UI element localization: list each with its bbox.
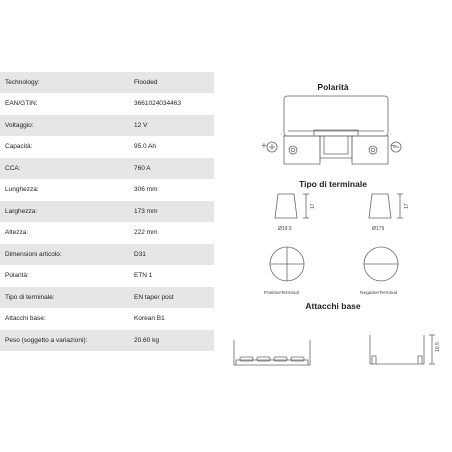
spec-label: Dimensioni articolo: [5, 250, 62, 258]
spec-row [0, 244, 214, 266]
spec-value: 12 V [134, 121, 148, 129]
polarity-title: Polarità [317, 82, 349, 92]
spec-value: ETN 1 [134, 272, 153, 280]
spec-label: EAN/GTIN: [5, 100, 38, 108]
polarity-diagram [267, 96, 401, 164]
spec-value: Korean B1 [134, 315, 165, 323]
spec-value: 3661024034463 [134, 100, 181, 108]
terminal-type-title: Tipo di terminale [299, 179, 367, 189]
spec-label: Voltaggio: [5, 121, 34, 129]
positive-terminal-top [270, 247, 304, 281]
spec-row [0, 158, 214, 180]
terminal-left-height: 17 [310, 203, 316, 209]
spec-row [0, 266, 214, 288]
spec-row [0, 287, 214, 309]
spec-label: CCA: [5, 164, 21, 172]
spec-label: Peso (soggetto a variazioni): [5, 336, 88, 344]
terminal-right-diameter: Ø179 [372, 226, 385, 232]
spec-value: 95.0 Ah [134, 143, 157, 151]
spec-row [0, 115, 214, 137]
spec-value: EN taper post [134, 293, 174, 301]
base-front-view [234, 340, 310, 365]
diagram-drawings [214, 0, 452, 452]
spec-row [0, 309, 214, 331]
terminal-right-profile [369, 194, 403, 218]
base-attachment-title: Attacchi base [305, 301, 361, 311]
terminal-left-diameter: Ø19.5 [278, 226, 292, 232]
spec-row [0, 330, 214, 352]
spec-row [0, 94, 214, 116]
minus-sign: − [391, 141, 397, 152]
spec-value: D31 [134, 250, 146, 258]
spec-row [0, 137, 214, 159]
diagrams-panel [214, 0, 452, 452]
terminal-right-height: 17 [404, 203, 410, 209]
spec-row [0, 201, 214, 223]
spec-value: 222 mm [134, 229, 158, 237]
spec-value: Flooded [134, 78, 158, 86]
negative-terminal-label: NegativeTerminal [360, 291, 398, 296]
terminal-left-profile [275, 194, 309, 218]
positive-terminal-label: PositiveTerminal [264, 291, 299, 296]
spec-value: 306 mm [134, 186, 158, 194]
spec-label: Altezza: [5, 229, 29, 237]
spec-row [0, 72, 214, 94]
spec-table [0, 72, 214, 352]
base-side-view [370, 335, 435, 364]
spec-value: 20.60 kg [134, 336, 159, 344]
spec-row [0, 223, 214, 245]
spec-row [0, 180, 214, 202]
spec-label: Technology: [5, 78, 40, 86]
base-dimension-label: 10.5 [435, 342, 441, 352]
spec-label: Lunghezza: [5, 186, 39, 194]
plus-sign: + [261, 141, 267, 152]
spec-label: Polarità: [5, 272, 29, 280]
negative-terminal-top [364, 247, 398, 281]
spec-label: Larghezza: [5, 207, 38, 215]
spec-label: Attacchi base: [5, 315, 46, 323]
spec-label: Tipo di terminale: [5, 293, 55, 301]
spec-value: 760 A [134, 164, 151, 172]
spec-value: 173 mm [134, 207, 158, 215]
spec-label: Capacità: [5, 143, 33, 151]
